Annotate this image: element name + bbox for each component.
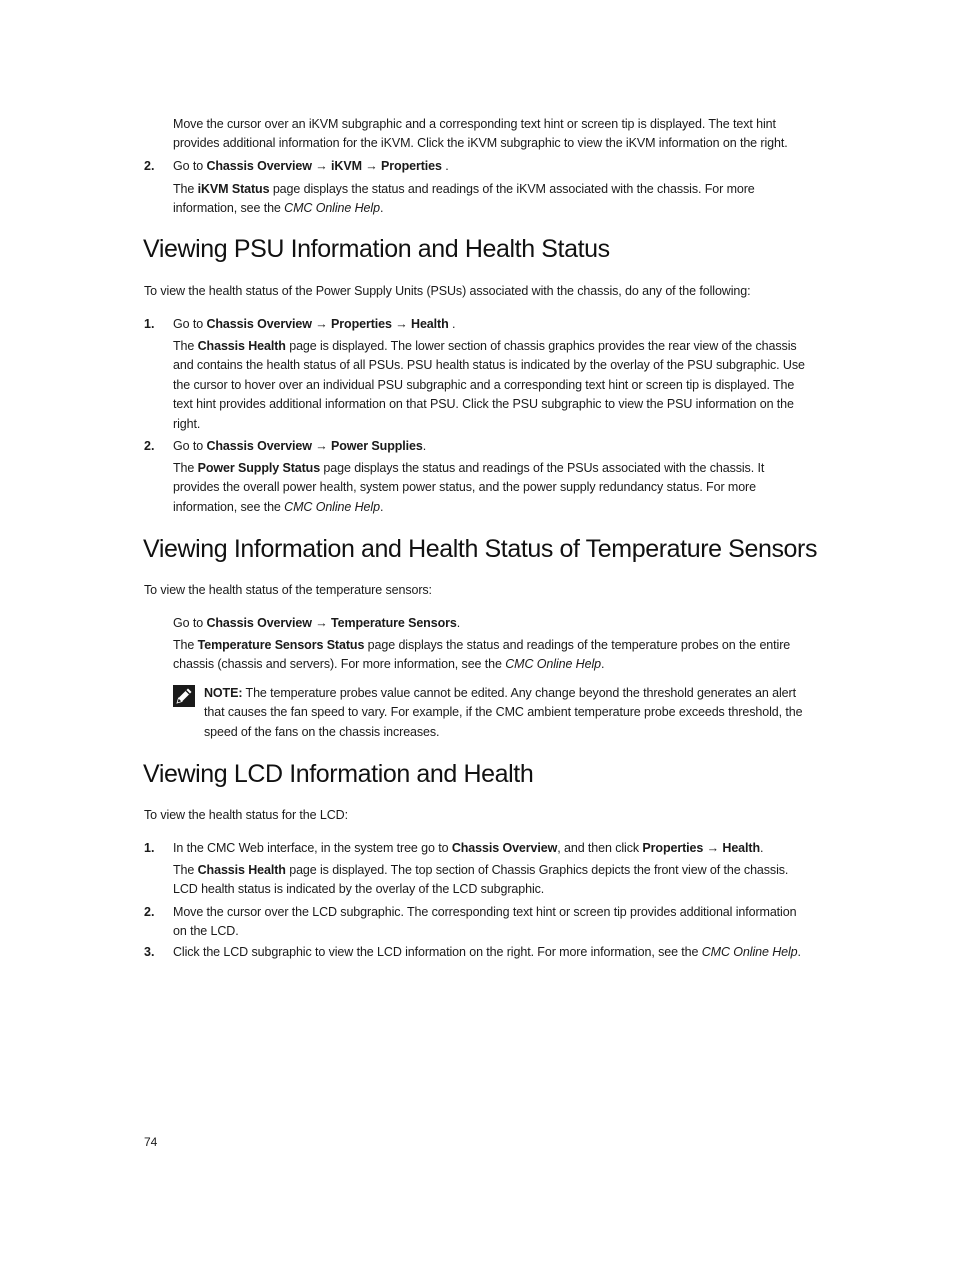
text-line: the cursor to hover over an individual PSU subgraphic and a corresponding text hint or screen tip is displayed. The <box>173 377 795 392</box>
text-line: LCD health status is indicated by the overlay of the LCD subgraphic. <box>173 882 545 897</box>
step-instruction <box>173 315 455 334</box>
menu-path-item: Health <box>411 317 449 331</box>
text-line: provides the overall power health, system power status, and the power supply redundancy status. For more <box>173 480 756 495</box>
paragraph <box>173 459 764 517</box>
text: . <box>600 657 605 672</box>
text: In the CMC Web interface, in the system tree go to <box>173 841 452 855</box>
reference: CMC Online Help <box>701 945 798 959</box>
text: chassis (chassis and servers). For more information, see the <box>173 657 506 672</box>
note-label: NOTE: <box>204 686 243 700</box>
text: , and then click <box>557 841 643 855</box>
step-number: 2. <box>144 905 155 919</box>
menu-path-item: Chassis Overview <box>206 317 312 331</box>
text: . <box>379 201 384 216</box>
menu-path-item: Chassis Overview <box>206 439 312 453</box>
text-line: on the LCD. <box>173 924 239 939</box>
step-instruction <box>173 839 763 858</box>
page-name: Temperature Sensors Status <box>197 638 365 652</box>
menu-path-item: iKVM <box>331 159 362 173</box>
text: Go to <box>173 616 207 630</box>
step-number: 2. <box>144 159 155 173</box>
text: . <box>379 499 384 514</box>
page-name: Power Supply Status <box>197 461 321 475</box>
text: page displays the status and readings of the PSUs associated with the chassis. It <box>320 461 765 475</box>
text-line: speed of the fans on the chassis increases. <box>204 724 440 739</box>
text-line: provides additional information for the iKVM. Click the iKVM subgraphic to view the iKVM information on the right. <box>173 136 788 151</box>
section-heading: Viewing LCD Information and Health <box>143 760 534 788</box>
menu-path-item: Properties <box>381 159 442 173</box>
text-line: text hint provides additional information on that PSU. Click the PSU subgraphic to view the PSU information on the <box>173 397 794 412</box>
text: Go to <box>173 159 207 173</box>
text: The <box>173 638 198 652</box>
text: page is displayed. The top section of Chassis Graphics depicts the front view of the chassis. <box>285 863 789 877</box>
text-line: Move the cursor over an iKVM subgraphic and a corresponding text hint or screen tip is displayed. The text hint <box>173 117 776 131</box>
step-instruction <box>173 614 460 633</box>
note-box <box>204 684 802 742</box>
text-line: Move the cursor over the LCD subgraphic. The corresponding text hint or screen tip provides additional information <box>173 905 797 919</box>
section-heading: Viewing PSU Information and Health Status <box>143 235 610 263</box>
text: Click the LCD subgraphic to view the LCD information on the right. For more information, see the <box>173 945 702 959</box>
text: information, see the <box>173 499 285 514</box>
menu-path-item: Properties <box>331 317 392 331</box>
page-number: 74 <box>144 1135 158 1149</box>
step-number: 1. <box>144 317 155 331</box>
step-instruction <box>173 903 796 942</box>
text: information, see the <box>173 201 285 216</box>
reference: CMC Online Help <box>505 657 601 672</box>
menu-path-item: Temperature Sensors <box>331 616 457 630</box>
arrow: → <box>311 159 332 173</box>
text: The <box>173 863 198 877</box>
text-line: right. <box>173 416 201 431</box>
step-number: 1. <box>144 841 155 855</box>
arrow: → <box>311 439 332 453</box>
paragraph <box>173 636 790 675</box>
text: The <box>173 339 198 353</box>
arrow: → <box>361 159 382 173</box>
menu-path-item: Power Supplies <box>331 439 423 453</box>
page-name: iKVM Status <box>197 182 270 196</box>
paragraph <box>173 180 755 219</box>
page-name: Chassis Health <box>197 863 286 877</box>
text-line: and contains the health status of all PSUs. PSU health status is indicated by the overlay of the PSU subgraphic. Use <box>173 358 805 373</box>
arrow: → <box>311 317 332 331</box>
text: . <box>441 159 449 173</box>
text: page displays the status and readings of the temperature probes on the entire <box>364 638 791 652</box>
text: . <box>797 945 801 959</box>
note-pencil-icon <box>173 685 195 707</box>
arrow: → <box>311 616 332 630</box>
text-line: that causes the fan speed to vary. For example, if the CMC ambient temperature probe exceeds threshold, the <box>204 705 803 720</box>
text: . <box>456 616 461 630</box>
arrow: → <box>703 841 723 855</box>
text: . <box>448 317 456 331</box>
arrow: → <box>391 317 412 331</box>
text: page is displayed. The lower section of chassis graphics provides the rear view of the chassis <box>285 339 797 353</box>
step-number: 3. <box>144 945 155 959</box>
paragraph <box>173 115 788 154</box>
section-heading: Viewing Information and Health Status of Temperature Sensors <box>143 535 818 563</box>
text: page displays the status and readings of the iKVM associated with the chassis. For more <box>269 182 755 196</box>
menu-path-item: Chassis Overview <box>451 841 558 855</box>
page-name: Chassis Health <box>197 339 286 353</box>
paragraph <box>173 861 788 900</box>
text: The <box>173 461 198 475</box>
text: . <box>422 439 427 453</box>
text: . <box>760 841 764 855</box>
paragraph: To view the health status of the temperature sensors: <box>144 583 432 597</box>
menu-path-item: Health <box>722 841 761 855</box>
text: Go to <box>173 317 207 331</box>
step-instruction <box>173 943 801 962</box>
text: Go to <box>173 439 207 453</box>
reference: CMC Online Help <box>284 499 380 514</box>
paragraph: To view the health status for the LCD: <box>144 808 348 822</box>
paragraph <box>173 337 805 434</box>
menu-path-item: Chassis Overview <box>206 616 312 630</box>
step-instruction <box>173 157 449 176</box>
paragraph: To view the health status of the Power Supply Units (PSUs) associated with the chassis, do any of the following: <box>144 284 751 298</box>
menu-path-item: Properties <box>642 841 704 855</box>
step-number: 2. <box>144 439 155 453</box>
text: The temperature probes value cannot be edited. Any change beyond the threshold generates an alert <box>242 686 796 700</box>
menu-path-item: Chassis Overview <box>206 159 312 173</box>
text: The <box>173 182 198 196</box>
reference: CMC Online Help <box>284 201 380 216</box>
step-instruction <box>173 437 426 456</box>
